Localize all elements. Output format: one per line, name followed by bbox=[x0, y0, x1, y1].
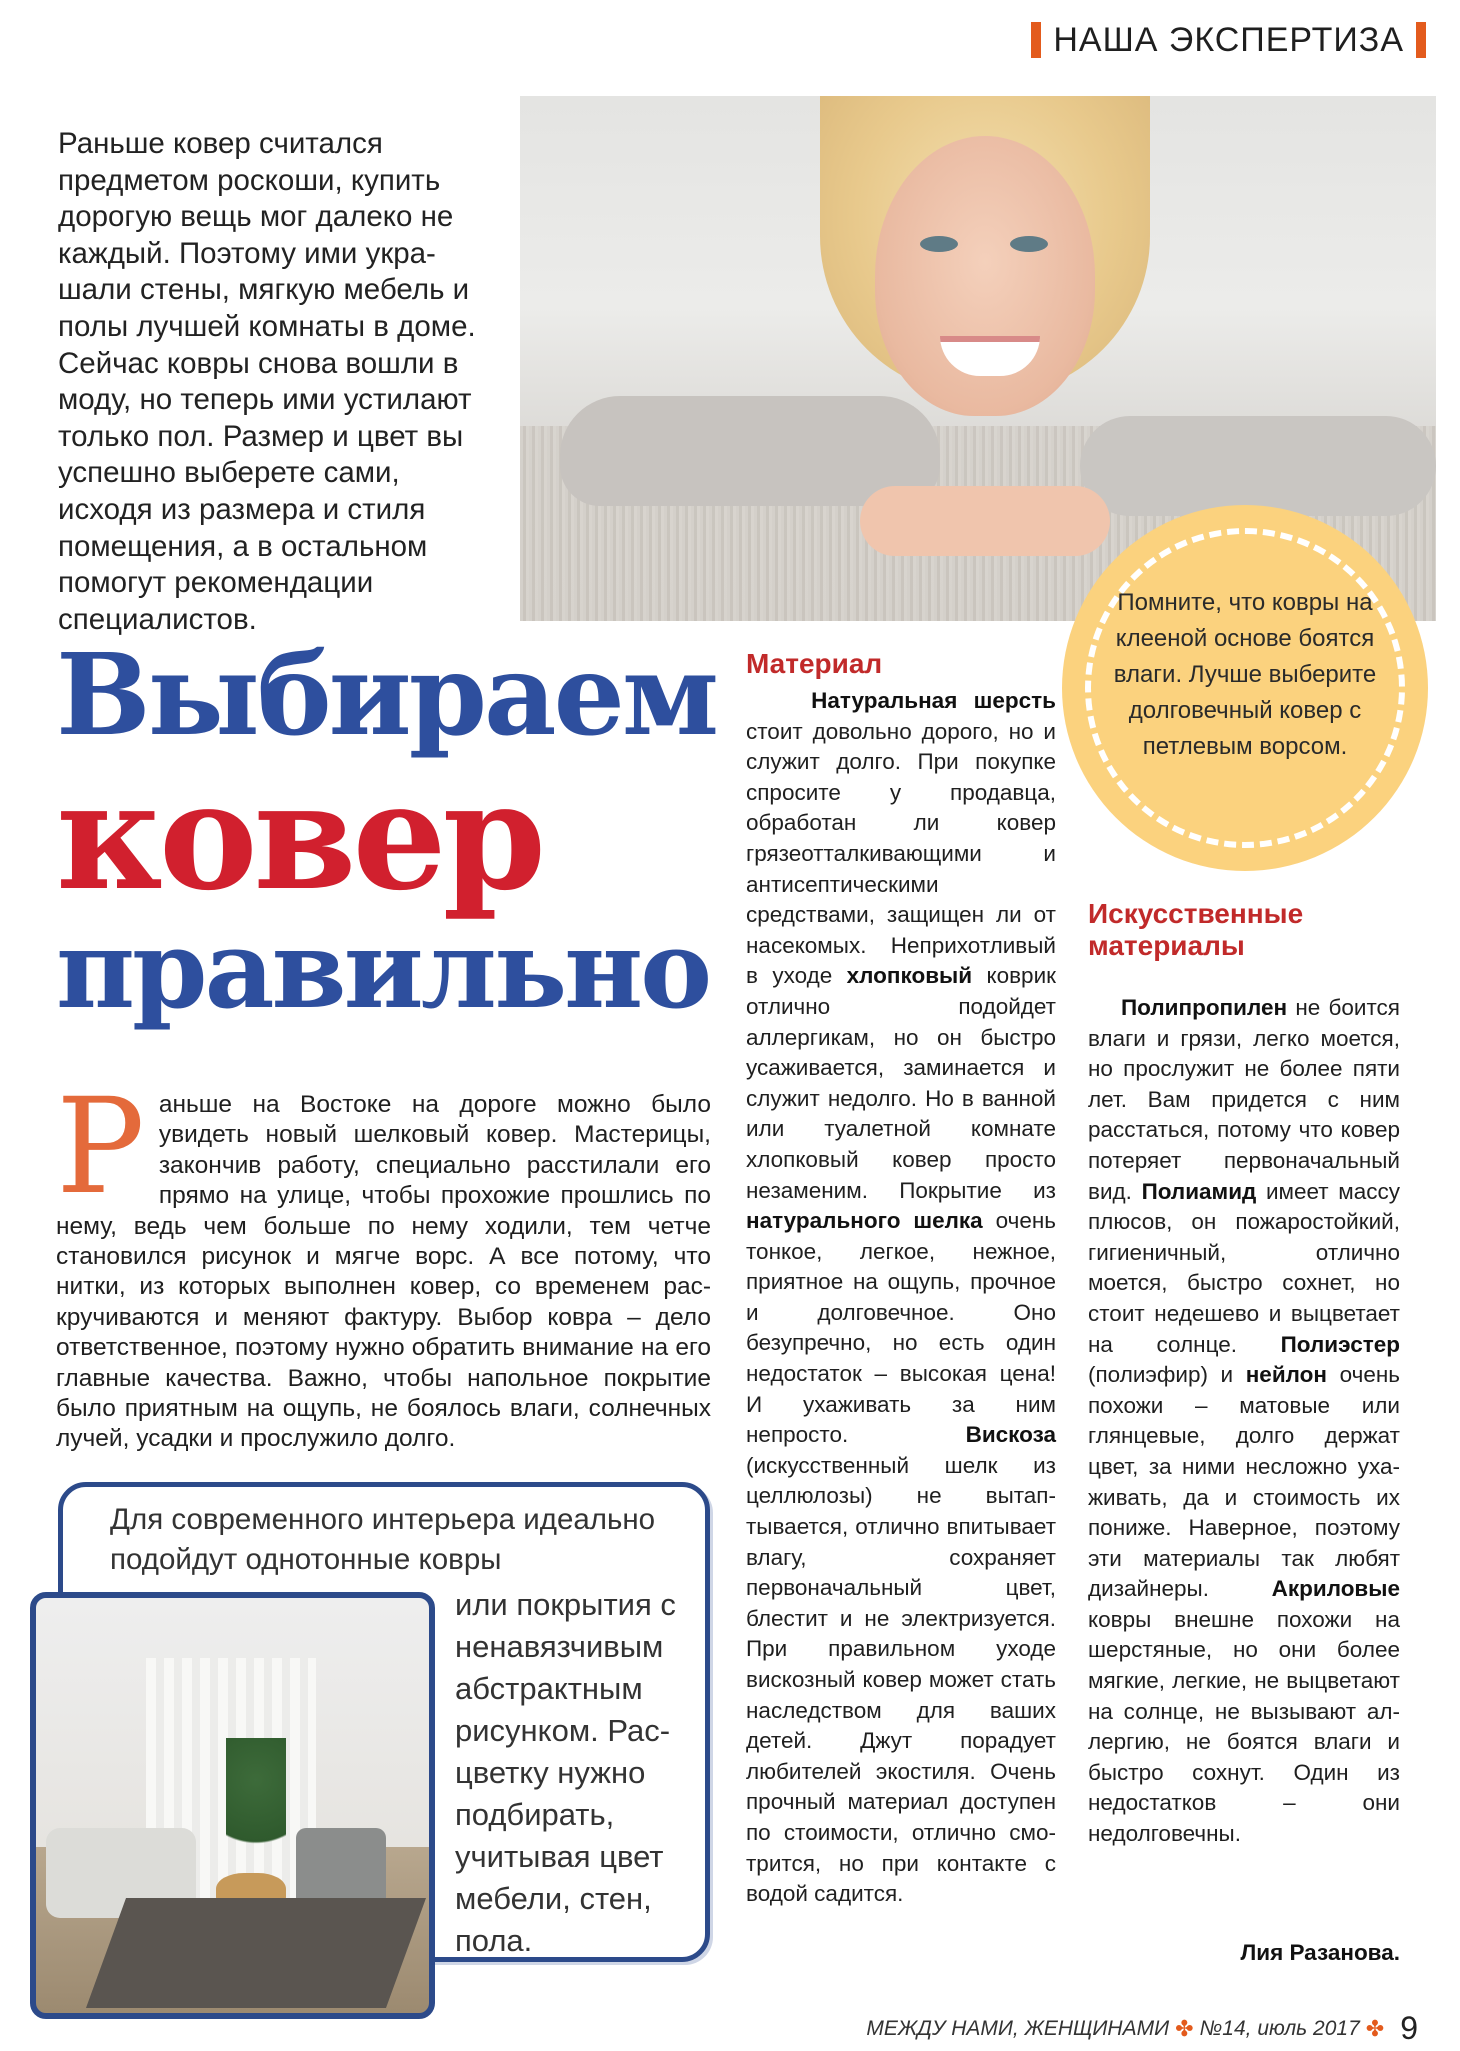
main-paragraph bbox=[56, 1070, 711, 1455]
headline-line-1: Выбираем bbox=[56, 630, 717, 761]
material-text bbox=[746, 686, 1056, 1910]
magazine-name: МЕЖДУ НАМИ, ЖЕНЩИНАМИ bbox=[866, 2016, 1170, 2040]
rug bbox=[86, 1898, 426, 2008]
note-text: Помните, что ковры на клееной основе боятся влаги. Лучше выберите долговечный ковер с петлевым ворсом. bbox=[1113, 589, 1377, 760]
callout-text-top: Для современного интерьера идеально подойдут однотонные ковры bbox=[110, 1503, 656, 1576]
plant bbox=[226, 1738, 286, 1878]
material-heading: Материал bbox=[746, 648, 883, 679]
intro-paragraph: Раньше ковер считался предметом роскоши, купить дорогую вещь мог далеко не каждый. Поэтому ими украшали стены, мягкую мебель и полы лучшей комнаты в доме. Сейчас ковры снова вошли в моду, но теперь ими устилают только пол. Размер и цвет вы успешно выберете сами, исходя из размера и стиля помещения, а в остальном помогут рекомендации специалистов. bbox=[58, 127, 476, 636]
term-nylon: нейлон bbox=[1245, 1362, 1327, 1388]
term-silk: натурального шелка bbox=[746, 1208, 983, 1234]
page-footer bbox=[866, 2010, 1418, 2047]
interior-photo bbox=[30, 1592, 435, 2019]
artificial-heading-line-2: материалы bbox=[1088, 930, 1245, 961]
artificial-heading bbox=[1088, 898, 1418, 962]
section-tag bbox=[1031, 20, 1426, 60]
main-paragraph-text: аньше на Востоке на дороге можно было увидеть новый шелковый ковер. Мастерицы, закончив работу, специально расстилали его прямо на улице, чтобы прохожие прошлись по нему, ведь чем больше по нему ходили, тем четче становился рисунок и мягче ворс. А все потому, что нитки, из которых выполнен ковер, со временем раскручиваются и меняют фактуру. Выбор ковра – дело ответственное, поэтому нужно обратить внимание на его главные качества. Важно, чтобы напольное покрытие было приятным на ощупь, не боялось влаги, солнечных лучей, усадки и прослужило долго. bbox=[56, 1091, 711, 1453]
text-wool: стоит довольно дорого, но и служит долго. При покупке спросите у продавца, обработан ли ковер грязеотталкивающими и антисептическими средствами, защищен ли от насекомых. Неприхотливый в уходе bbox=[746, 718, 1056, 989]
text-cotton: коврик отлично подойдет аллергикам, но он быстро усаживается, заминается и служит недолго. Но в ванной или туалетной комнате хлопковый ковер просто незаменим. Покрытие из bbox=[746, 963, 1056, 1203]
text-nylon: очень похожи – матовые или глянцевые, долго держат цвет, за ними несложно ухаживать, да и стоимость их пониже. Наверное, поэтому эти материалы так любят дизайнеры. bbox=[1088, 1362, 1400, 1602]
hands bbox=[860, 486, 1110, 556]
page-number: 9 bbox=[1400, 2010, 1418, 2046]
callout-text-right: или покрытия с ненавязчивым абстрактным рисунком. Расцветку нужно подбирать, учитывая цвет мебели, стен, пола. bbox=[455, 1587, 676, 1958]
clover-icon: ✤ bbox=[1365, 2015, 1385, 2041]
headline-line-3: правильно bbox=[56, 907, 710, 1033]
headline bbox=[56, 630, 717, 1036]
tag-bar-right bbox=[1416, 22, 1426, 58]
text-acrylic: ковры внешне похожи на шерстяные, но они более мягкие, легкие, не выцветают на солнце, не вызывают аллергию, не боятся влаги и быстро сохнут. Один из недостатков – они недолговечны. bbox=[1088, 1606, 1400, 1847]
term-cotton: хлопковый bbox=[846, 963, 973, 989]
term-polyester: Полиэстер bbox=[1280, 1331, 1400, 1357]
clover-icon: ✤ bbox=[1175, 2015, 1194, 2041]
term-viscose: Вискоза bbox=[965, 1422, 1056, 1448]
eye-right bbox=[1010, 236, 1048, 252]
issue-info: №14, июль 2017 bbox=[1199, 2016, 1360, 2040]
text-polyester: (полиэфир) и bbox=[1088, 1362, 1246, 1388]
drop-cap: Р bbox=[56, 1070, 145, 1224]
headline-line-2: ковер bbox=[56, 749, 543, 923]
term-wool: Натуральная шерсть bbox=[811, 688, 1056, 713]
text-viscose: (искусственный шелк из целлюлозы) не вытаптывается, отлично впитывает влагу, сохраняет первоначальный цвет, блестит и не электризуется. При правильном уходе вискозный ковер может стать наследством для ваших детей. Джут порадует любителей экостиля. Очень прочный материал доступен по стоимости, отлично смотрится, но при контакте с водой садится. bbox=[746, 1452, 1056, 1907]
eye-left bbox=[920, 236, 958, 252]
text-silk: очень тонкое, легкое, нежное, приятное на ощупь, прочное и долговечное. Оно безупречно, но есть один недостаток – высокая цена! И ухаживать за ним непросто. bbox=[746, 1208, 1056, 1448]
section-title: НАША ЭКСПЕРТИЗА bbox=[1053, 20, 1404, 59]
artificial-text bbox=[1088, 993, 1400, 1850]
tag-bar-left bbox=[1031, 22, 1041, 58]
artificial-heading-line-1: Искусственные bbox=[1088, 898, 1304, 929]
term-polypropylene: Полипропилен bbox=[1121, 995, 1288, 1020]
text-polyamide: имеет массу плюсов, он пожаростойкий, гигиеничный, отлично моется, быстро сохнет, но стоит недешево и выцветает на солнце. bbox=[1088, 1178, 1400, 1357]
term-polyamide: Полиамид bbox=[1141, 1178, 1257, 1204]
sweater-arm-right bbox=[1080, 416, 1436, 516]
text-polypropylene: не боится влаги и грязи, легко моется, но прослужит не более пяти лет. Вам придется с ним расстаться, потому что ковер потеряет первоначальный вид. bbox=[1088, 995, 1400, 1204]
author-signature: Лия Разанова. bbox=[1240, 1940, 1400, 1965]
term-acrylic: Акриловые bbox=[1271, 1576, 1400, 1602]
material-column bbox=[746, 648, 1056, 1910]
